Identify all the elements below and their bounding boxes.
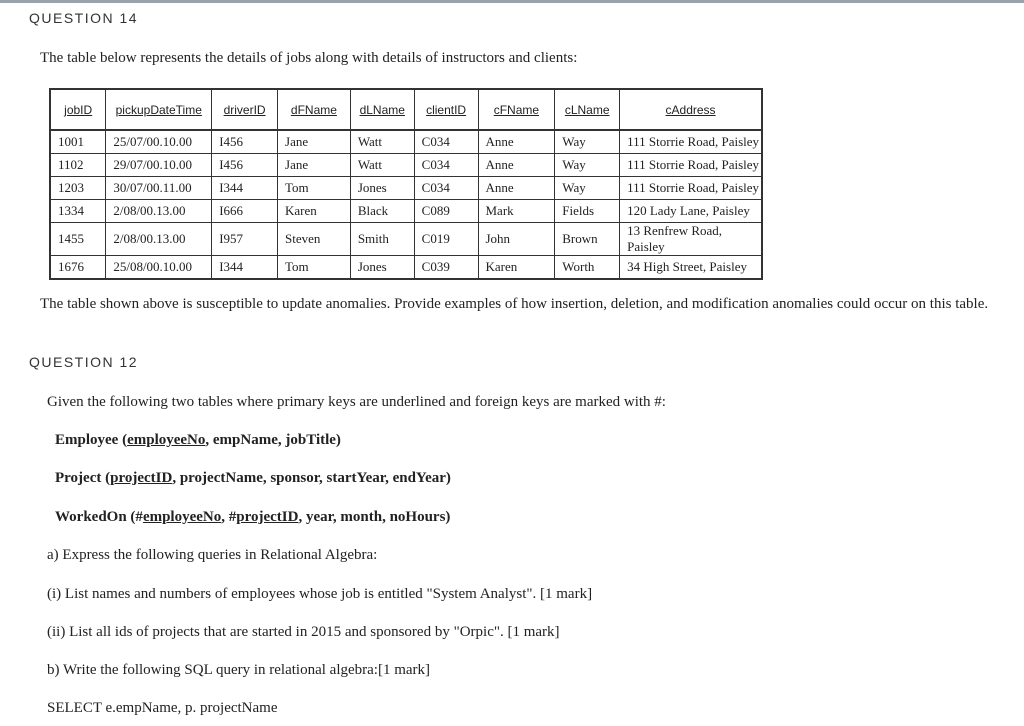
table-cell: Watt bbox=[350, 154, 414, 177]
table-cell: 2/08/00.13.00 bbox=[106, 223, 212, 256]
table-cell: 1676 bbox=[50, 256, 106, 280]
top-divider bbox=[0, 0, 1024, 3]
part-a-ii-text: (ii) List all ids of projects that are started in 2015 and sponsored by "Orpic". [1 mark] bbox=[47, 624, 560, 640]
table-cell: C034 bbox=[414, 177, 478, 200]
table-cell: 30/07/00.11.00 bbox=[106, 177, 212, 200]
question-12-intro: Given the following two tables where primary keys are underlined and foreign keys are marked with #: bbox=[47, 394, 666, 410]
table-row bbox=[50, 177, 762, 200]
table-cell: 1102 bbox=[50, 154, 106, 177]
table-cell: 111 Storrie Road, Paisley bbox=[620, 177, 762, 200]
table-cell: Worth bbox=[555, 256, 620, 280]
table-cell: Smith bbox=[350, 223, 414, 256]
table-cell: John bbox=[478, 223, 555, 256]
table-cell: Jones bbox=[350, 256, 414, 280]
employee-primary-key: employeeNo bbox=[127, 432, 206, 448]
column-header: clientID bbox=[414, 89, 478, 130]
part-b-text: b) Write the following SQL query in relational algebra:[1 mark] bbox=[47, 662, 431, 678]
table-cell: Anne bbox=[478, 154, 555, 177]
table-cell: Jane bbox=[278, 154, 351, 177]
table-cell: Mark bbox=[478, 200, 555, 223]
column-header: cAddress bbox=[620, 89, 762, 130]
table-row bbox=[50, 154, 762, 177]
table-cell: C089 bbox=[414, 200, 478, 223]
column-header: cFName bbox=[478, 89, 555, 130]
jobs-table bbox=[49, 88, 763, 280]
table-cell: Tom bbox=[278, 177, 351, 200]
table-cell: C034 bbox=[414, 130, 478, 154]
table-cell: Brown bbox=[555, 223, 620, 256]
table-cell: 1001 bbox=[50, 130, 106, 154]
table-cell: Anne bbox=[478, 177, 555, 200]
question-14-heading: QUESTION 14 bbox=[29, 10, 139, 26]
workedon-employee-key: employeeNo bbox=[142, 509, 222, 525]
part-a-text: a) Express the following queries in Relational Algebra: bbox=[47, 547, 378, 563]
project-schema: Project (projectID, projectName, sponsor, startYear, endYear) bbox=[55, 470, 451, 486]
table-row bbox=[50, 256, 762, 280]
part-a-i-text: (i) List names and numbers of employees whose job is entitled "System Analyst". [1 mark] bbox=[47, 586, 593, 602]
sql-query-text: SELECT e.empName, p. projectName bbox=[47, 700, 278, 716]
table-cell: 13 Renfrew Road, Paisley bbox=[620, 223, 762, 256]
table-cell: 1334 bbox=[50, 200, 106, 223]
table-cell: 25/07/00.10.00 bbox=[106, 130, 212, 154]
table-cell: Way bbox=[555, 130, 620, 154]
table-cell: I456 bbox=[212, 154, 278, 177]
question-14-intro: The table below represents the details of jobs along with details of instructors and clients: bbox=[40, 50, 578, 66]
table-body bbox=[50, 130, 762, 279]
question-12-heading: QUESTION 12 bbox=[29, 354, 139, 370]
table-cell: Black bbox=[350, 200, 414, 223]
table-cell: I344 bbox=[212, 256, 278, 280]
table-header-row bbox=[50, 89, 762, 130]
table-row bbox=[50, 200, 762, 223]
table-cell: Jane bbox=[278, 130, 351, 154]
table-cell: I456 bbox=[212, 130, 278, 154]
table-row bbox=[50, 130, 762, 154]
table-cell: Jones bbox=[350, 177, 414, 200]
table-cell: Steven bbox=[278, 223, 351, 256]
workedon-schema: WorkedOn (#employeeNo, #projectID, year, month, noHours) bbox=[55, 509, 451, 525]
table-cell: 111 Storrie Road, Paisley bbox=[620, 130, 762, 154]
column-header: cLName bbox=[555, 89, 620, 130]
table-cell: C034 bbox=[414, 154, 478, 177]
table-cell: I344 bbox=[212, 177, 278, 200]
column-header: pickupDateTime bbox=[106, 89, 212, 130]
table-cell: 1203 bbox=[50, 177, 106, 200]
table-cell: Tom bbox=[278, 256, 351, 280]
table-cell: 34 High Street, Paisley bbox=[620, 256, 762, 280]
table-cell: Fields bbox=[555, 200, 620, 223]
column-header: jobID bbox=[50, 89, 106, 130]
table-cell: C019 bbox=[414, 223, 478, 256]
table-cell: Karen bbox=[478, 256, 555, 280]
table-cell: 25/08/00.10.00 bbox=[106, 256, 212, 280]
table-cell: C039 bbox=[414, 256, 478, 280]
table-cell: Way bbox=[555, 177, 620, 200]
project-primary-key: projectID bbox=[110, 470, 173, 486]
column-header: driverID bbox=[212, 89, 278, 130]
table-cell: Way bbox=[555, 154, 620, 177]
table-cell: Watt bbox=[350, 130, 414, 154]
table-cell: I666 bbox=[212, 200, 278, 223]
table-cell: 29/07/00.10.00 bbox=[106, 154, 212, 177]
workedon-project-key: projectID bbox=[236, 509, 299, 525]
table-row bbox=[50, 223, 762, 256]
table-cell: 1455 bbox=[50, 223, 106, 256]
table-cell: Anne bbox=[478, 130, 555, 154]
table-cell: 111 Storrie Road, Paisley bbox=[620, 154, 762, 177]
column-header: dLName bbox=[350, 89, 414, 130]
table-cell: 2/08/00.13.00 bbox=[106, 200, 212, 223]
column-header: dFName bbox=[278, 89, 351, 130]
employee-schema: Employee (employeeNo, empName, jobTitle) bbox=[55, 432, 341, 448]
question-14-task: The table shown above is susceptible to update anomalies. Provide examples of how insertion, deletion, and modification anomalies could occur on this table. bbox=[40, 296, 989, 312]
table-cell: 120 Lady Lane, Paisley bbox=[620, 200, 762, 223]
table-cell: I957 bbox=[212, 223, 278, 256]
table-cell: Karen bbox=[278, 200, 351, 223]
